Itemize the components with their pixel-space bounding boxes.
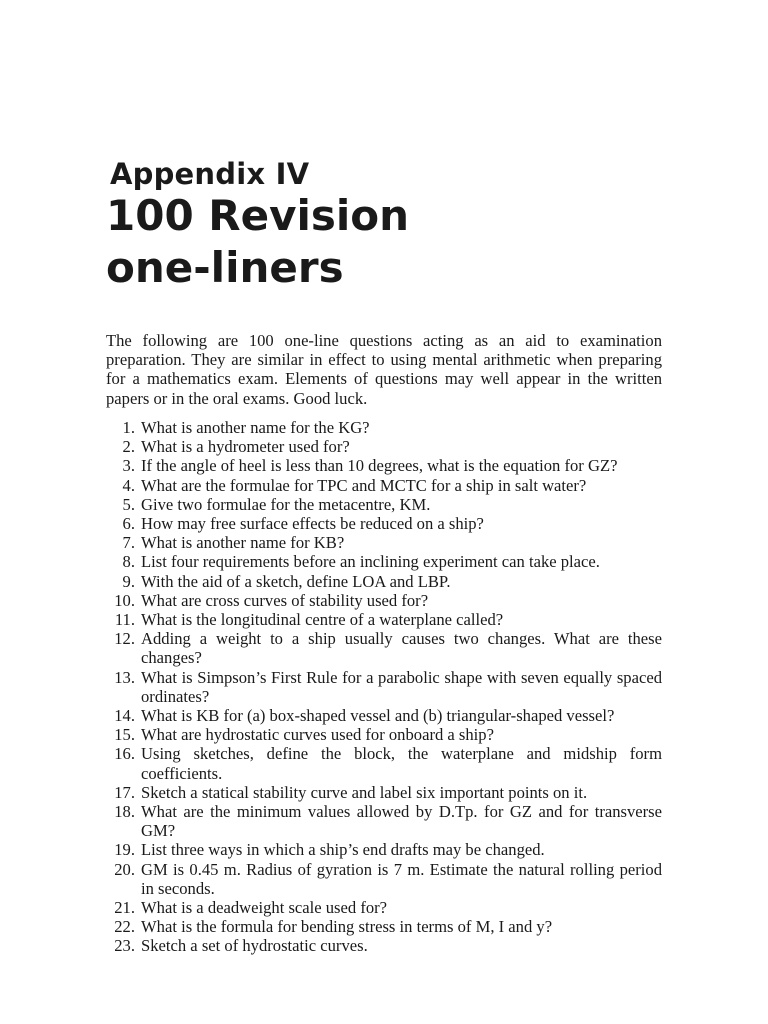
list-item: [106, 936, 662, 955]
question-text: What are cross curves of stability used for?: [141, 590, 429, 610]
question-number: 7.: [122, 533, 135, 553]
question-text: What is another name for the KG?: [141, 418, 370, 437]
list-item: [106, 610, 662, 629]
question-text: Adding a weight to a ship usually causes two changes. What are these changes?: [141, 629, 662, 668]
list-item: [106, 552, 662, 571]
question-text: What is another name for KB?: [141, 533, 345, 553]
question-text: With the aid of a sketch, define LOA and LBP.: [141, 571, 451, 591]
question-text: What are the minimum values allowed by D.Tp. for GZ and for transverse GM?: [141, 802, 662, 841]
question-text: Using sketches, define the block, the waterplane and midship form coefficients.: [141, 744, 662, 783]
list-item: [106, 572, 662, 591]
question-number: 17.: [114, 782, 135, 802]
list-item: [106, 437, 662, 456]
page-title-line-2: one-liners: [106, 243, 344, 292]
list-item: [106, 591, 662, 610]
appendix-label: Appendix IV: [110, 157, 310, 191]
question-text: GM is 0.45 m. Radius of gyration is 7 m. Estimate the natural rolling period in seconds.: [141, 859, 662, 898]
list-item: [106, 476, 662, 495]
question-text: If the angle of heel is less than 10 degrees, what is the equation for GZ?: [141, 456, 618, 476]
question-text: What is the longitudinal centre of a waterplane called?: [141, 610, 504, 630]
list-item: [106, 668, 662, 706]
question-text: What is KB for (a) box-shaped vessel and (b) triangular-shaped vessel?: [141, 706, 615, 726]
question-text: What are the formulae for TPC and MCTC for a ship in salt water?: [141, 475, 587, 495]
question-text: What is a deadweight scale used for?: [141, 898, 388, 918]
intro-paragraph: The following are 100 one-line questions acting as an aid to examination preparation. They are similar in effect to using mental arithmetic when preparing for a mathematics exam. Elements of questions may well appear in the written papers or in the oral exams. Good luck.: [106, 331, 662, 408]
list-item: [106, 802, 662, 840]
list-item: [106, 783, 662, 802]
list-item: [106, 533, 662, 552]
question-number: 14.: [114, 706, 135, 726]
question-number: 23.: [114, 936, 135, 956]
list-item: [106, 898, 662, 917]
page-title: [106, 190, 409, 294]
question-number: 11.: [114, 610, 135, 630]
question-number: 12.: [114, 629, 135, 649]
question-number: 22.: [114, 917, 135, 937]
question-number: 6.: [122, 514, 135, 534]
question-text: Sketch a set of hydrostatic curves.: [141, 936, 368, 956]
question-number: 13.: [114, 667, 135, 687]
list-item: [106, 840, 662, 859]
question-text: What is Simpson’s First Rule for a parabolic shape with seven equally spaced ordinates?: [141, 667, 662, 706]
question-number: 9.: [122, 571, 135, 591]
question-text: Sketch a statical stability curve and label six important points on it.: [141, 782, 588, 802]
question-number: 5.: [122, 494, 135, 514]
question-text: Give two formulae for the metacentre, KM.: [141, 494, 431, 514]
question-number: 20.: [114, 859, 135, 879]
list-item: [106, 917, 662, 936]
list-item: [106, 860, 662, 898]
question-number: 4.: [122, 475, 135, 495]
question-number: 15.: [114, 725, 135, 745]
list-item: [106, 744, 662, 782]
question-text: What is the formula for bending stress in terms of M, I and y?: [141, 917, 553, 937]
list-item: [106, 514, 662, 533]
list-item: [106, 629, 662, 667]
question-number: 10.: [114, 590, 135, 610]
question-number: 1.: [122, 418, 135, 437]
question-number: 8.: [122, 552, 135, 572]
question-text: List three ways in which a ship’s end drafts may be changed.: [141, 840, 545, 860]
list-item: [106, 495, 662, 514]
question-number: 18.: [114, 802, 135, 822]
list-item: [106, 418, 662, 437]
question-number: 3.: [122, 456, 135, 476]
list-item: [106, 706, 662, 725]
list-item: [106, 725, 662, 744]
question-number: 19.: [114, 840, 135, 860]
question-text: List four requirements before an inclining experiment can take place.: [141, 552, 600, 572]
question-number: 21.: [114, 898, 135, 918]
list-item: [106, 456, 662, 475]
question-text: What is a hydrometer used for?: [141, 437, 350, 457]
question-number: 16.: [114, 744, 135, 764]
question-text: How may free surface effects be reduced on a ship?: [141, 514, 484, 534]
page-title-line-1: 100 Revision: [106, 191, 410, 240]
question-text: What are hydrostatic curves used for onboard a ship?: [141, 725, 494, 745]
question-list: [106, 418, 662, 956]
question-number: 2.: [122, 437, 135, 457]
